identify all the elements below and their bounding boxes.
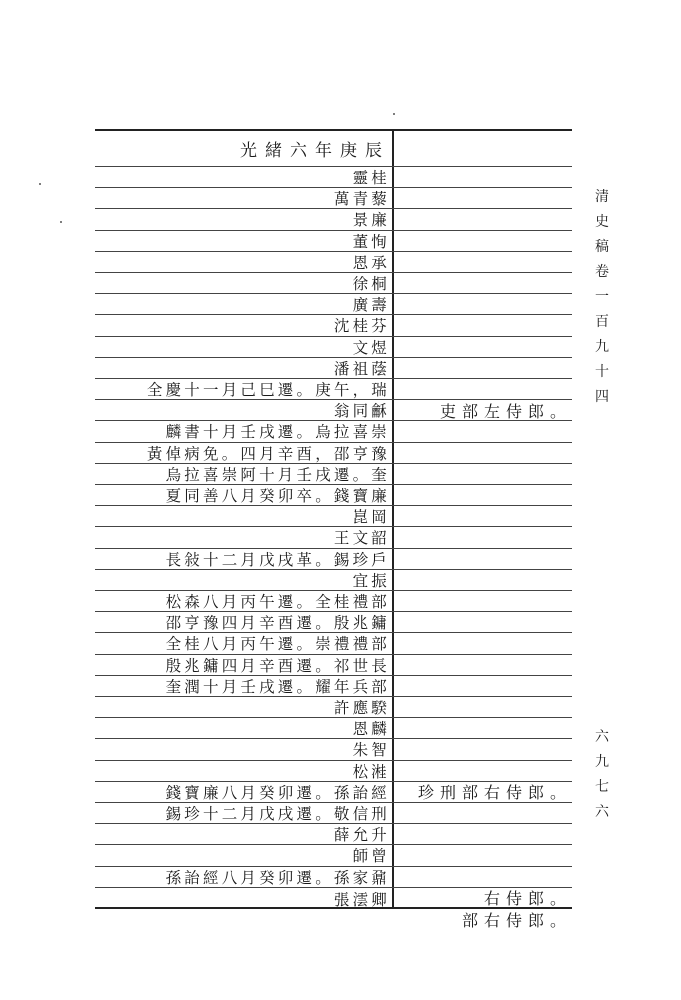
table-row: 恩麟 bbox=[352, 720, 390, 739]
table-row: 長敍十二月戊戌革。錫珍戶 bbox=[165, 550, 390, 569]
table-row: 師曾 bbox=[352, 847, 390, 866]
ink-speck bbox=[60, 221, 62, 223]
page-number: 六九七六 bbox=[595, 729, 609, 820]
right-label: 部右侍郎。 bbox=[461, 910, 572, 930]
table-row: 王文韶 bbox=[333, 529, 390, 548]
table-row: 廣壽 bbox=[352, 296, 390, 315]
table-row: 烏拉喜崇阿十月壬戌遷。奎 bbox=[165, 465, 390, 484]
right-label: 珍刑部右侍郎。 bbox=[417, 783, 572, 803]
table-row: 宜振 bbox=[352, 571, 390, 590]
table-row: 殷兆鏞四月辛酉遷。祁世長 bbox=[165, 656, 390, 675]
table-row: 松溎 bbox=[352, 762, 390, 781]
table-row: 松森八月丙午遷。全桂禮部 bbox=[165, 593, 390, 611]
table-row: 潘祖蔭 bbox=[333, 359, 390, 378]
table-row: 沈桂芬 bbox=[333, 317, 390, 336]
running-header: 清史稿卷一百九十四 bbox=[595, 189, 609, 405]
table-row: 麟書十月壬戌遷。烏拉喜崇 bbox=[165, 423, 390, 442]
table-row: 朱智 bbox=[352, 741, 390, 760]
table-row: 崑岡 bbox=[352, 508, 390, 527]
table-row: 全桂八月丙午遷。崇禮禮部 bbox=[165, 635, 390, 654]
table-row: 恩承 bbox=[352, 253, 390, 272]
table-row: 許應騤 bbox=[333, 699, 390, 717]
table-row: 夏同善八月癸卯卒。錢寶廉 bbox=[165, 487, 390, 505]
table-row: 徐桐 bbox=[352, 275, 390, 293]
table-row: 薛允升 bbox=[333, 826, 390, 845]
ink-speck bbox=[393, 113, 395, 115]
table-row: 翁同龢 bbox=[333, 402, 390, 421]
table-row: 錢寶廉八月癸卯遷。孫詒經 bbox=[165, 783, 390, 802]
table-row: 萬青藜 bbox=[333, 190, 390, 209]
table-row: 靈桂 bbox=[352, 169, 390, 187]
right-label: 右侍郎。 bbox=[483, 889, 572, 909]
table-row: 邵亨豫四月辛酉遷。殷兆鏞 bbox=[165, 614, 390, 633]
table-row: 景廉 bbox=[352, 211, 390, 230]
ink-speck bbox=[39, 183, 41, 185]
table-row-last: 張澐卿 bbox=[333, 890, 390, 909]
table-row: 孫詒經八月癸卯遷。孫家鼐 bbox=[165, 868, 390, 887]
table-row: 錫珍十二月戊戌遷。敬信刑 bbox=[165, 805, 390, 823]
table-row: 奎潤十月壬戌遷。耀年兵部 bbox=[165, 677, 390, 696]
column-divider bbox=[392, 129, 394, 909]
right-label: 吏部左侍郎。 bbox=[439, 401, 572, 421]
table-row: 全慶十一月己巳遷。庚午，瑞 bbox=[146, 381, 390, 399]
table-title: 光緒六年庚辰 bbox=[240, 140, 390, 161]
table-row: 黃倬病免。四月辛酉，邵亨豫 bbox=[146, 444, 390, 463]
top-rule bbox=[95, 129, 572, 131]
table-row: 文煜 bbox=[352, 338, 390, 357]
table-row: 董恂 bbox=[352, 232, 390, 251]
